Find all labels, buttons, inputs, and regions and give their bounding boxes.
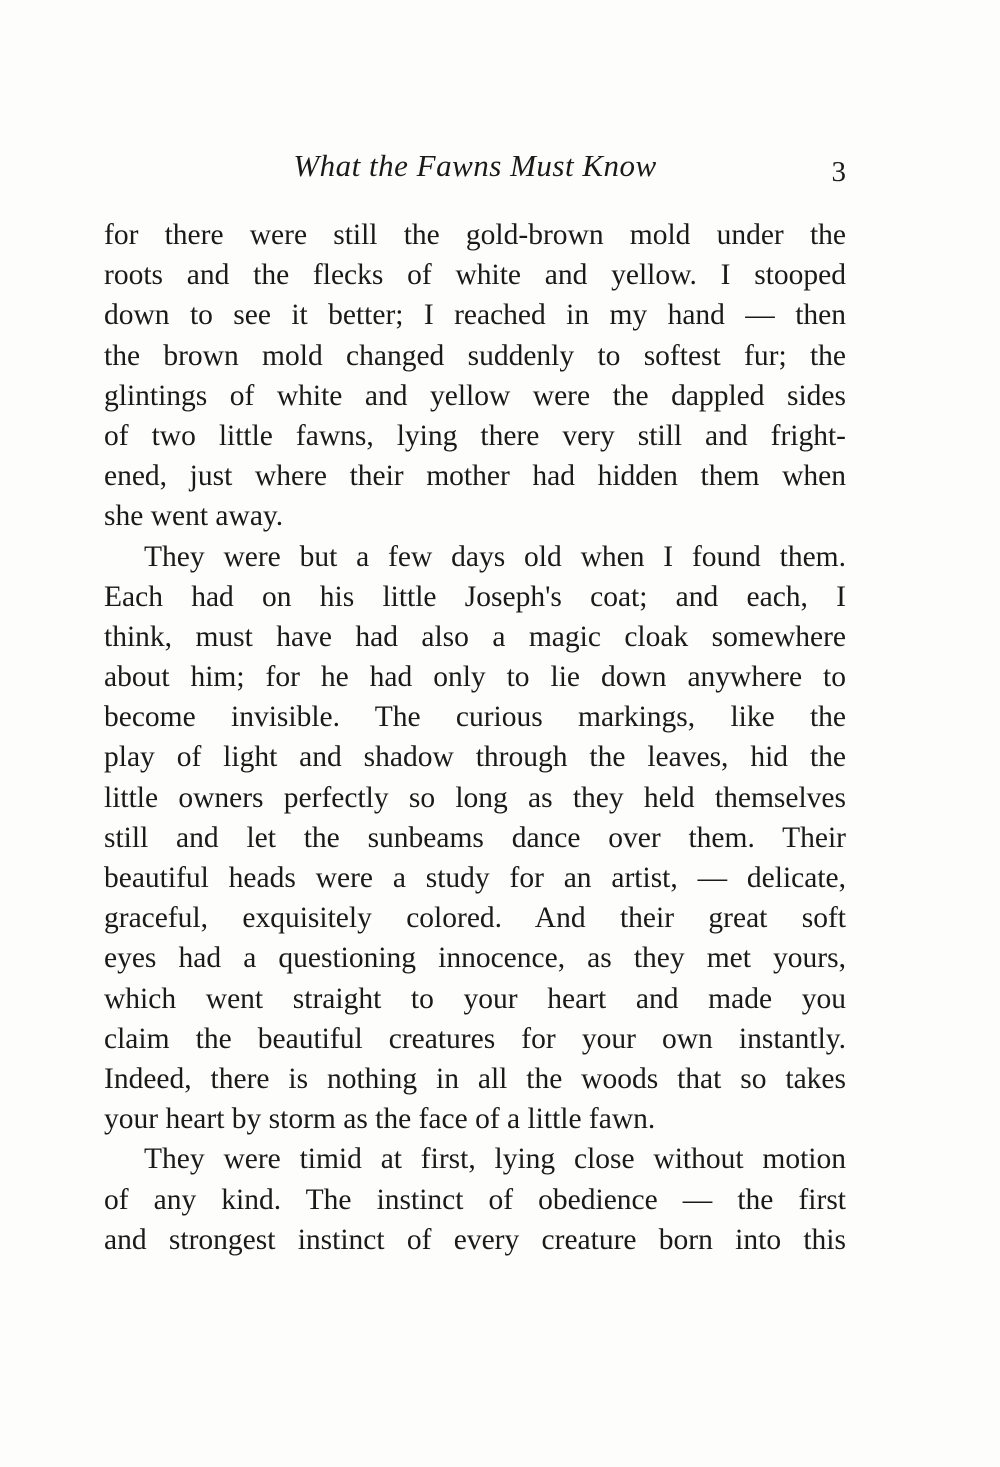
text-line: beautiful heads were a study for an artist, — delicate, — [104, 862, 846, 894]
body-text — [104, 215, 846, 1260]
text-line: down to see it better; I reached in my hand — then — [104, 299, 846, 332]
text-line: roots and the flecks of white and yellow. I stooped — [104, 259, 846, 292]
running-title: What the Fawns Must Know — [293, 148, 657, 183]
text-line: she went away. — [104, 500, 284, 533]
text-line: become invisible. The curious markings, like the — [104, 701, 846, 734]
page-number: 3 — [831, 156, 846, 188]
text-line: which went straight to your heart and made you — [104, 982, 846, 1015]
text-line: of two little fawns, lying there very still and fright- — [104, 419, 846, 452]
text-line: your heart by storm as the face of a little fawn. — [104, 1103, 656, 1136]
text-line: still and let the sunbeams dance over them. Their — [104, 821, 846, 854]
text-line: glintings of white and yellow were the dappled sides — [104, 379, 846, 412]
running-head — [104, 148, 846, 192]
text-line: think, must have had also a magic cloak somewhere — [104, 620, 846, 653]
text-line: of any kind. The instinct of obedience — the first — [104, 1183, 846, 1216]
text-line: play of light and shadow through the leaves, hid the — [104, 741, 846, 774]
text-line: and strongest instinct of every creature born into this — [104, 1223, 846, 1256]
text-line: They were timid at first, lying close without motion — [144, 1143, 846, 1176]
text-line: eyes had a questioning innocence, as they met yours, — [104, 942, 846, 975]
text-line: about him; for he had only to lie down anywhere to — [104, 661, 846, 694]
text-line: Each had on his little Joseph's coat; and each, I — [104, 580, 846, 613]
text-line: ened, just where their mother had hidden them when — [104, 460, 846, 493]
text-line: Indeed, there is nothing in all the woods that so takes — [104, 1062, 846, 1095]
text-line: for there were still the gold-brown mold under the — [104, 219, 846, 251]
text-line: the brown mold changed suddenly to softest fur; the — [104, 339, 846, 372]
text-line: They were but a few days old when I found them. — [144, 540, 846, 573]
text-line: claim the beautiful creatures for your own instantly. — [104, 1022, 846, 1055]
text-line: little owners perfectly so long as they held themselves — [104, 781, 846, 814]
text-line: graceful, exquisitely colored. And their great soft — [104, 902, 846, 935]
